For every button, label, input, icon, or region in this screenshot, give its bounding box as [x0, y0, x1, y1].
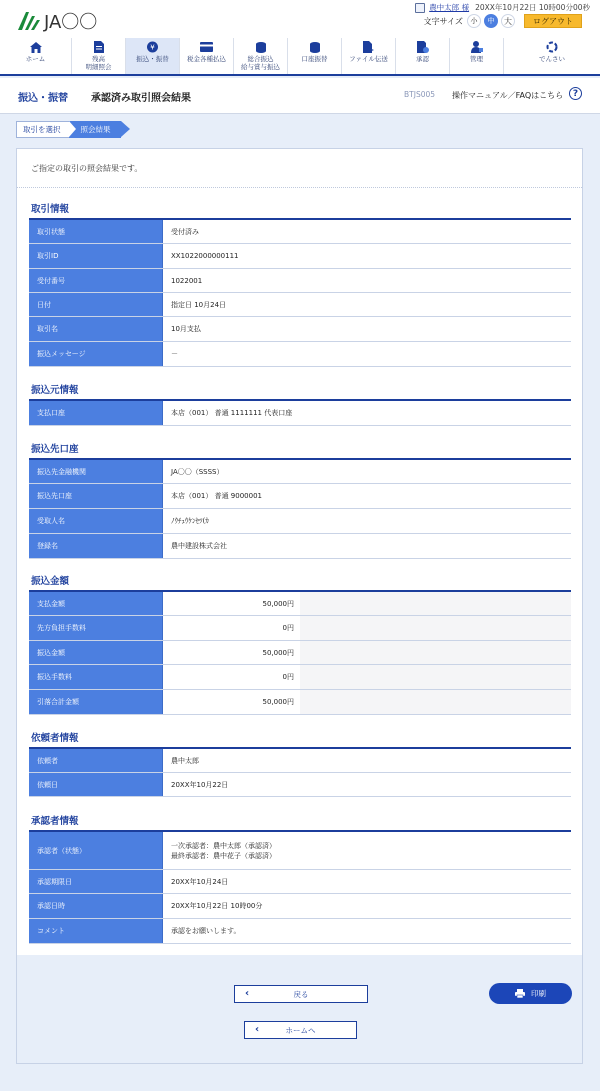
nav-file-transfer[interactable]: [342, 38, 396, 74]
row-value: 1022001: [171, 276, 203, 285]
logout-button[interactable]: ログアウト: [524, 14, 582, 28]
empty-cell: [300, 616, 571, 640]
font-large-button[interactable]: 大: [501, 14, 515, 28]
nav-label: 承認: [416, 55, 429, 63]
table-row: [29, 401, 571, 426]
table-row: [29, 509, 571, 534]
row-label: 登録名: [29, 534, 163, 558]
table-row: [29, 484, 571, 509]
table-row: [29, 269, 571, 293]
table-row: [29, 460, 571, 484]
approver-first: 一次承認者：農中太郎（承認済）: [171, 841, 276, 850]
row-label: 支払口座: [29, 401, 163, 425]
svg-text:¥: ¥: [150, 43, 155, 52]
breadcrumb: [16, 121, 121, 138]
breadcrumb-step-result: 照会結果: [69, 121, 121, 138]
screen-code: BTJS005: [404, 90, 436, 99]
transaction-table: [29, 220, 571, 367]
section-title-requester: 依頼者情報: [31, 733, 79, 744]
nav-label: でんさい: [539, 55, 565, 63]
approve-icon: [416, 41, 430, 53]
intro-text: ご指定の取引の照会結果です。: [31, 164, 143, 173]
file-send-icon: [362, 41, 376, 53]
font-medium-button[interactable]: 中: [484, 14, 498, 28]
nav-approval[interactable]: [396, 38, 450, 74]
card-icon: [200, 41, 214, 53]
table-row: [29, 665, 571, 690]
table-row: [29, 592, 571, 616]
requester-table: [29, 749, 571, 797]
font-small-button[interactable]: 小: [467, 14, 481, 28]
row-amount: 50,000円: [163, 690, 300, 714]
nav-label: 振込・振替: [136, 55, 169, 63]
row-label: 承認期限日: [29, 870, 163, 893]
row-label: 取引ID: [29, 244, 163, 268]
table-row: [29, 317, 571, 342]
user-name-link[interactable]: 農中太郎 様: [429, 3, 470, 12]
help-link[interactable]: 操作マニュアル／FAQはこちら: [452, 91, 564, 100]
row-label: 依頼者: [29, 749, 163, 772]
row-value: XX1022000000111: [171, 252, 239, 260]
global-nav: [0, 38, 600, 76]
nav-label: ファイル伝送: [349, 55, 388, 63]
home-icon: [29, 41, 43, 53]
row-label: 承認日時: [29, 894, 163, 918]
row-value: [163, 832, 571, 869]
document-icon: [92, 41, 106, 53]
nav-balance[interactable]: [72, 38, 126, 74]
row-value: 10月支払: [171, 325, 201, 333]
main-panel: [16, 148, 583, 1064]
section-title-source: 振込元情報: [31, 385, 79, 396]
help-question-icon[interactable]: ?: [569, 87, 582, 100]
row-label: 取引状態: [29, 220, 163, 243]
table-row: [29, 534, 571, 559]
row-value: 承認をお願いします。: [171, 927, 241, 935]
nav-tax[interactable]: [180, 38, 234, 74]
divider: [17, 187, 582, 188]
section-title-approver: 承認者情報: [31, 816, 79, 827]
nav-bulk-transfer[interactable]: [234, 38, 288, 74]
login-time: 20XX年10月22日 10時00分00秒: [475, 3, 590, 12]
print-label: 印刷: [531, 989, 546, 998]
nav-label: ホーム: [25, 55, 46, 63]
nav-label: 総合振込 給与賞与振込: [241, 55, 280, 71]
row-label: 引落合計金額: [29, 690, 163, 714]
row-label: 依頼日: [29, 773, 163, 796]
table-row: [29, 616, 571, 641]
empty-cell: [300, 592, 571, 615]
empty-cell: [300, 641, 571, 664]
table-row: [29, 220, 571, 244]
table-row: [29, 773, 571, 797]
page-title: 承認済み取引照会結果: [91, 93, 191, 104]
row-value: －: [171, 350, 178, 358]
row-value: JA〇〇（SSSS）: [171, 467, 224, 476]
row-label: 振込先金融機関: [29, 460, 163, 483]
home-label: ホームへ: [285, 1025, 316, 1035]
row-value: 20XX年10月22日: [171, 780, 229, 789]
row-value: ﾉｳﾁｭｳｹﾝｾﾂ(ｶ: [171, 517, 209, 525]
table-row: [29, 690, 571, 715]
row-value: 本店（001） 普通 1111111 代表口座: [171, 409, 293, 417]
nav-home[interactable]: [0, 38, 72, 74]
table-row: [29, 244, 571, 269]
top-header: [0, 0, 600, 38]
table-row: [29, 641, 571, 665]
row-label: 振込先口座: [29, 484, 163, 508]
source-table: [29, 401, 571, 426]
row-label: 日付: [29, 293, 163, 316]
back-button[interactable]: [234, 985, 368, 1003]
row-amount: 0円: [163, 665, 300, 689]
logo-text: JA〇〇: [44, 12, 98, 33]
admin-icon: [470, 41, 484, 53]
row-value: 受付済み: [171, 227, 199, 236]
page-title-bar: [0, 78, 600, 114]
row-value: 20XX年10月22日 10時00分: [171, 902, 263, 910]
nav-label: 税金各種払込: [187, 55, 226, 63]
empty-cell: [300, 665, 571, 689]
nav-account-transfer[interactable]: [288, 38, 342, 74]
coins-icon: [254, 41, 268, 53]
row-label: 承認者（状態）: [29, 832, 163, 869]
approver-final: 最終承認者：農中花子（承認済）: [171, 851, 276, 860]
nav-densai[interactable]: [504, 38, 600, 74]
amount-table: [29, 592, 571, 715]
row-label: 支払金額: [29, 592, 163, 615]
ja-logo[interactable]: [16, 8, 97, 34]
user-card-icon: [415, 3, 425, 13]
nav-transfer[interactable]: [126, 38, 180, 74]
row-label: 先方負担手数料: [29, 616, 163, 640]
empty-cell: [300, 690, 571, 714]
chevron-left-icon: ‹: [245, 988, 250, 999]
row-label: 取引名: [29, 317, 163, 341]
section-title-amount: 振込金額: [31, 576, 70, 587]
home-button[interactable]: [244, 1021, 357, 1039]
table-row: [29, 919, 571, 944]
back-label: 戻る: [293, 989, 309, 999]
section-title-destination: 振込先口座: [31, 444, 79, 455]
row-label: 振込メッセージ: [29, 342, 163, 366]
user-info: [415, 2, 590, 13]
font-size-controls: [424, 14, 582, 28]
table-row: [29, 749, 571, 773]
printer-icon: [515, 989, 525, 998]
densai-icon: [545, 41, 559, 53]
approver-table: [29, 832, 571, 944]
font-size-label: 文字サイズ: [423, 16, 463, 26]
table-row: [29, 832, 571, 870]
print-button[interactable]: [489, 983, 572, 1004]
row-amount: 0円: [163, 616, 300, 640]
row-amount: 50,000円: [163, 592, 300, 615]
table-row: [29, 293, 571, 317]
row-label: コメント: [29, 919, 163, 943]
table-row: [29, 870, 571, 894]
section-title-transaction: 取引情報: [31, 204, 70, 215]
row-value: 農中太郎: [171, 756, 199, 765]
nav-label: 残高 明細照会: [85, 55, 112, 71]
row-value: 本店（001） 普通 9000001: [171, 492, 262, 500]
row-label: 振込金額: [29, 641, 163, 664]
destination-table: [29, 460, 571, 559]
nav-label: 口座振替: [301, 55, 328, 63]
row-label: 受取人名: [29, 509, 163, 533]
row-amount: 50,000円: [163, 641, 300, 664]
section-name: 振込・振替: [18, 93, 68, 104]
row-value: 20XX年10月24日: [171, 877, 229, 886]
ja-logo-mark-icon: [16, 10, 42, 32]
table-row: [29, 894, 571, 919]
row-value: 農中建設株式会社: [171, 542, 227, 550]
footer-actions: [17, 955, 582, 1063]
chevron-left-icon: ‹: [255, 1024, 260, 1035]
breadcrumb-step-select[interactable]: 取引を選択: [16, 121, 70, 138]
nav-label: 管理: [470, 55, 483, 63]
row-label: 振込手数料: [29, 665, 163, 689]
row-label: 受付番号: [29, 269, 163, 292]
table-row: [29, 342, 571, 367]
row-value: 指定日 10月24日: [171, 300, 227, 309]
coins-arrow-icon: [308, 41, 322, 53]
yen-transfer-icon: [146, 41, 160, 53]
nav-admin[interactable]: [450, 38, 504, 74]
